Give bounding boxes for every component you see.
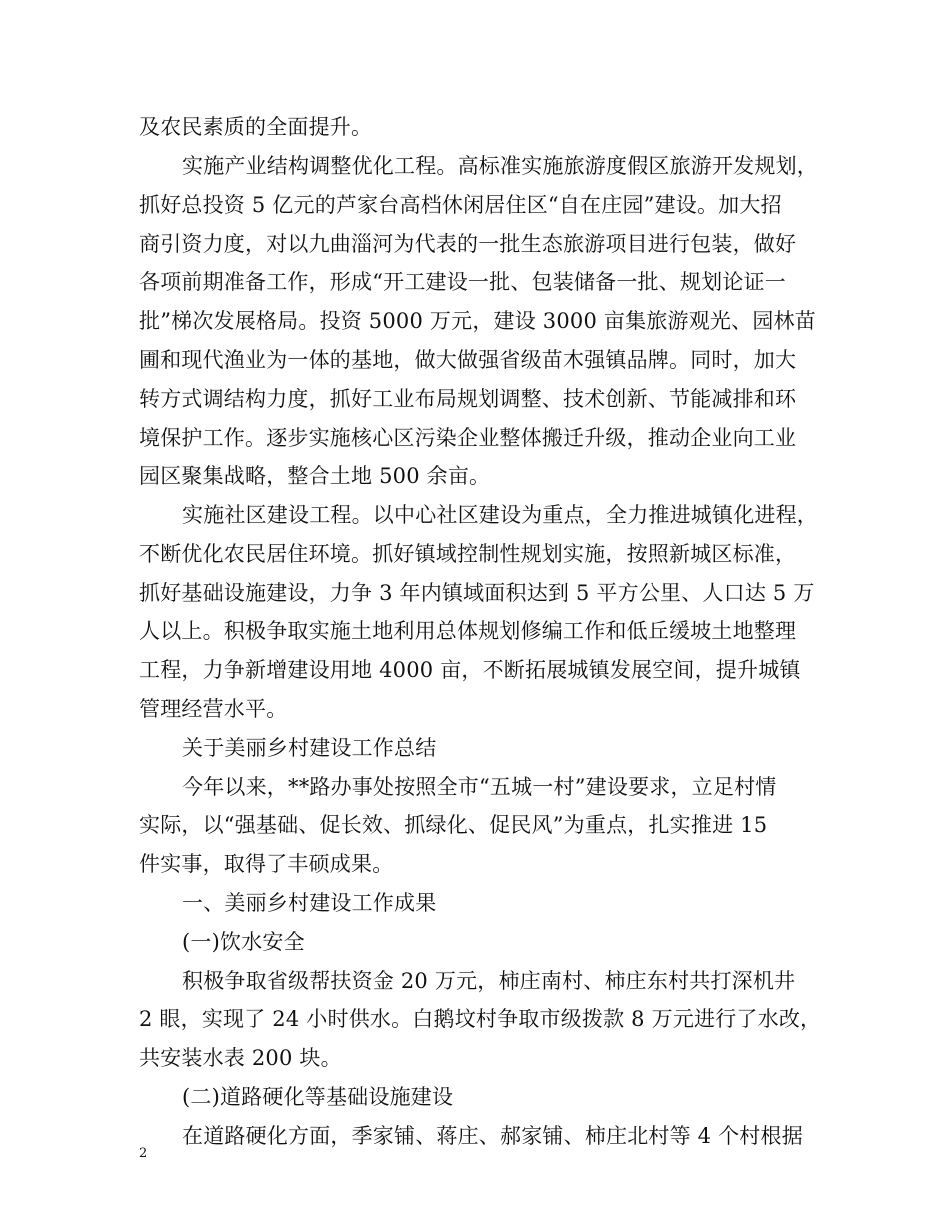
text-line: 实际，以“强基础、促长效、抓绿化、促民风”为重点，扎实推进 15 xyxy=(139,813,768,837)
text-line: 抓好总投资 5 亿元的芦家台高档休闲居住区“自在庄园”建设。加大招 xyxy=(139,193,782,217)
section-title: 关于美丽乡村建设工作总结 xyxy=(182,736,437,760)
text-line: 各项前期准备工作，形成“开工建设一批、包装储备一批、规划论证一 xyxy=(139,270,786,294)
text-line: 今年以来，**路办事处按照全市“五城一村”建设要求，立足村情 xyxy=(182,775,777,799)
text-line: 件实事，取得了丰硕成果。 xyxy=(139,852,394,876)
text-line: 不断优化农民居住环境。抓好镇域控制性规划实施，按照新城区标准， xyxy=(139,542,797,566)
subsection-heading: (二)道路硬化等基础设施建设 xyxy=(182,1085,454,1109)
text-line: 管理经营水平。 xyxy=(139,697,288,721)
text-line: 圃和现代渔业为一体的基地，做大做强省级苗木强镇品牌。同时，加大 xyxy=(139,348,797,372)
text-line: 抓好基础设施建设，力争 3 年内镇域面积达到 5 平方公里、人口达 5 万 xyxy=(139,581,815,605)
text-line: 2 眼，实现了 24 小时供水。白鹅坟村争取市级拨款 8 万元进行了水改， xyxy=(139,1007,822,1031)
text-line: 境保护工作。逐步实施核心区污染企业整体搬迁升级，推动企业向工业 xyxy=(139,426,797,450)
text-line: 人以上。积极争取实施土地利用总体规划修编工作和低丘缓坡土地整理 xyxy=(139,619,797,643)
page-number: 2 xyxy=(139,1146,148,1161)
text-line: 商引资力度，对以九曲淄河为代表的一批生态旅游项目进行包装，做好 xyxy=(139,232,797,256)
text-line: 转方式调结构力度，抓好工业布局规划调整、技术创新、节能减排和环 xyxy=(139,387,797,411)
text-line: 工程，力争新增建设用地 4000 亩，不断拓展城镇发展空间，提升城镇 xyxy=(139,658,801,682)
text-line: 实施产业结构调整优化工程。高标准实施旅游度假区旅游开发规划， xyxy=(182,154,818,178)
subsection-heading: (一)饮水安全 xyxy=(182,930,305,954)
text-line: 实施社区建设工程。以中心社区建设为重点，全力推进城镇化进程， xyxy=(182,503,818,527)
text-line: 在道路硬化方面，季家铺、蒋庄、郝家铺、柿庄北村等 4 个村根据 xyxy=(182,1124,803,1148)
text-line: 积极争取省级帮扶资金 20 万元，柿庄南村、柿庄东村共打深机井 xyxy=(182,969,796,993)
text-line: 及农民素质的全面提升。 xyxy=(139,115,373,139)
text-line: 共安装水表 200 块。 xyxy=(139,1046,342,1070)
section-heading: 一、美丽乡村建设工作成果 xyxy=(182,891,437,915)
text-line: 批”梯次发展格局。投资 5000 万元，建设 3000 亩集旅游观光、园林苗 xyxy=(139,309,816,333)
text-line: 园区聚集战略，整合土地 500 余亩。 xyxy=(139,464,491,488)
